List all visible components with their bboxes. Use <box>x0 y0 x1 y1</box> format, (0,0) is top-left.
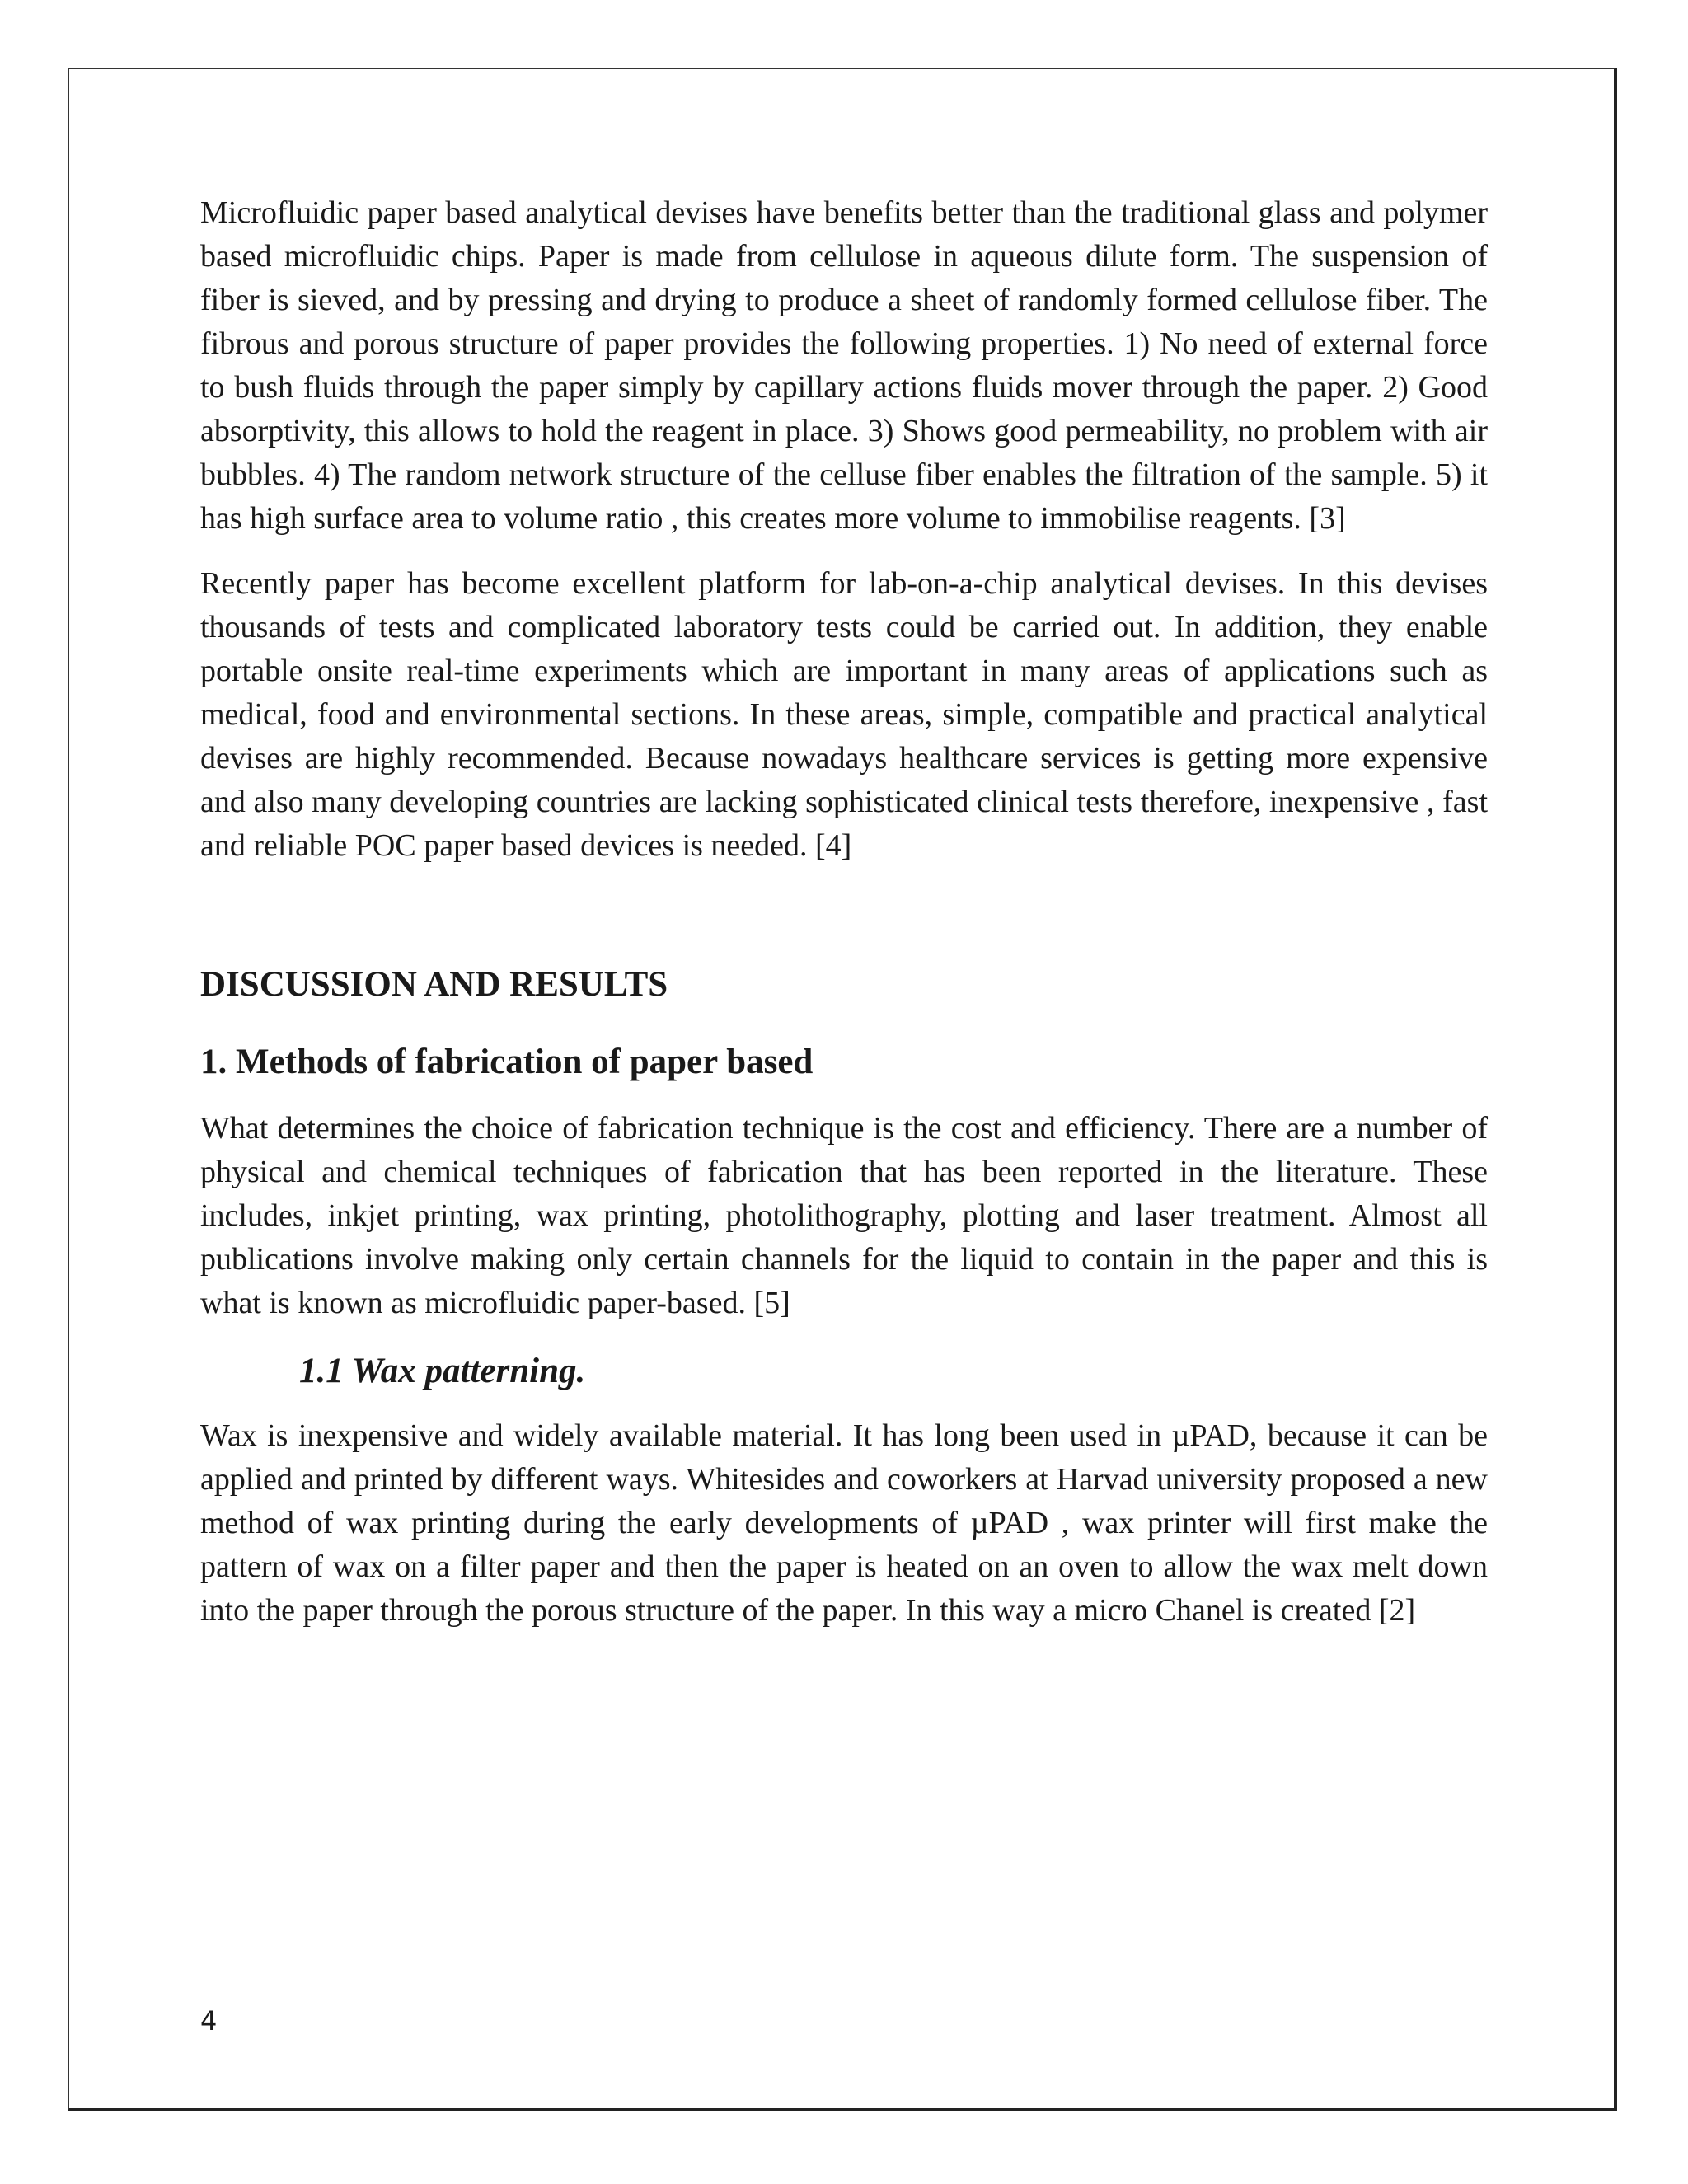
section-heading: DISCUSSION AND RESULTS <box>200 965 668 1004</box>
page-number: 4 <box>200 2005 218 2036</box>
paragraph-lab-on-chip: Recently paper has become excellent platform for lab-on-a-chip analytical devises. In this devises thousands of tests and complicated laboratory tests could be carried out. In addition, they enable portable onsite real-time experiments which are important in many areas of applications such as medical, food and environmental sections. In these areas, simple, compatible and practical analytical devises are highly recommended. Because nowadays healthcare services is getting more expensive and also many developing countries are lacking sophisticated clinical tests therefore, inexpensive , fast and reliable POC paper based devices is needed. [4] <box>200 566 1488 863</box>
paragraph-fabrication: What determines the choice of fabrication technique is the cost and efficiency. There are a number of physical and chemical techniques of fabrication that has been reported in the literature. These includes, inkjet printing, wax printing, photolithography, plotting and laser treatment. Almost all publications involve making only certain channels for the liquid to contain in the paper and this is what is known as microfluidic paper-based. [5] <box>200 1111 1488 1320</box>
paragraph-wax-patterning: Wax is inexpensive and widely available material. It has long been used in µPAD, because it can be applied and printed by different ways. Whitesides and coworkers at Harvad university proposed a new method of wax printing during the early developments of µPAD , wax printer will first make the pattern of wax on a filter paper and then the paper is heated on an oven to allow the wax melt down into the paper through the porous structure of the paper. In this way a micro Chanel is created [2] <box>200 1418 1488 1628</box>
paragraph-paper-properties: Microfluidic paper based analytical devises have benefits better than the traditional glass and polymer based microfluidic chips. Paper is made from cellulose in aqueous dilute form. The suspension of fiber is sieved, and by pressing and drying to produce a sheet of randomly formed cellulose fiber. The fibrous and porous structure of paper provides the following properties. 1) No need of external force to bush fluids through the paper simply by capillary actions fluids mover through the paper. 2) Good absorptivity, this allows to hold the reagent in place. 3) Shows good permeability, no problem with air bubbles. 4) The random network structure of the celluse fiber enables the filtration of the sample. 5) it has high surface area to volume ratio , this creates more volume to immobilise reagents. [3] <box>200 195 1488 536</box>
subsubsection-heading: 1.1 Wax patterning. <box>299 1352 586 1390</box>
document-body <box>200 191 1488 1654</box>
subsection-heading: 1. Methods of fabrication of paper based <box>200 1043 814 1081</box>
